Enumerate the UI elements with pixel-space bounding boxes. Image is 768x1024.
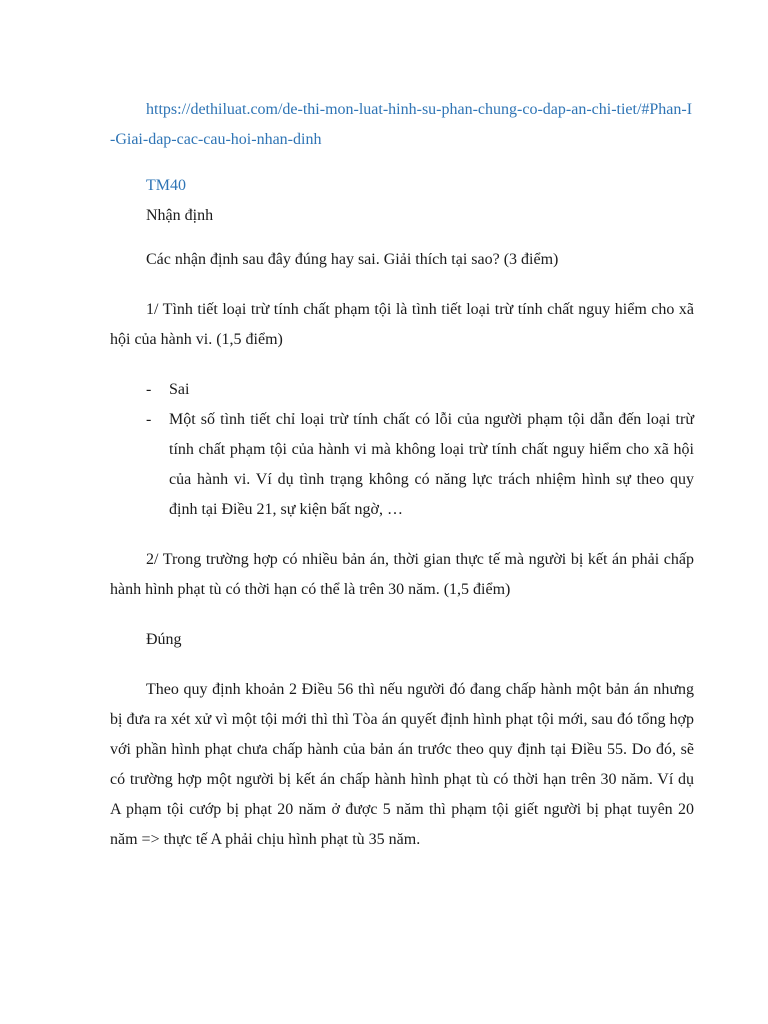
question-2-explanation: Theo quy định khoản 2 Điều 56 thì nếu người đó đang chấp hành một bản án nhưng bị đưa ra xét xử vì một tội mới thì thì Tòa án quyết định hình phạt tội mới, sau đó tổng hợp với phần hình phạt chưa chấp hành của bản án trước theo quy định tại Điều 55. Do đó, sẽ có trường hợp một người bị kết án chấp hành hình phạt tù có thời hạn trên 30 năm. Ví dụ A phạm tội cướp bị phạt 20 năm ở được 5 năm thì phạm tội giết người bị phạt tuyên 20 năm => thực tế A phải chịu hình phạt tù 35 năm. <box>110 681 694 848</box>
answer-verdict: Sai <box>169 381 190 398</box>
list-item <box>110 375 694 405</box>
source-link[interactable]: https://dethiluat.com/de-thi-mon-luat-hinh-su-phan-chung-co-dap-an-chi-tiet/#Phan-I-Giai-dap-cac-cau-hoi-nhan-dinh <box>110 101 693 148</box>
section-title: Nhận định <box>146 207 214 224</box>
bullet-dash: - <box>146 411 152 428</box>
instruction-text: Các nhận định sau đây đúng hay sai. Giải thích tại sao? (3 điểm) <box>146 251 559 268</box>
question-code: TM40 <box>146 177 186 194</box>
question-2: 2/ Trong trường hợp có nhiều bản án, thời gian thực tế mà người bị kết án phải chấp hành hình phạt tù có thời hạn có thể là trên 30 năm. (1,5 điểm) <box>110 551 694 598</box>
question-2-verdict: Đúng <box>146 631 182 648</box>
answer-explanation: Một số tình tiết chỉ loại trừ tính chất có lỗi của người phạm tội dẫn đến loại trừ tính chất phạm tội của hành vi mà không loại trừ tính chất nguy hiểm cho xã hội của hành vi. Ví dụ tình trạng không có năng lực trách nhiệm hình sự theo quy định tại Điều 21, sự kiện bất ngờ, … <box>169 411 694 518</box>
document-page <box>110 95 694 855</box>
bullet-dash: - <box>146 381 152 398</box>
question-1-answer-list <box>110 375 694 525</box>
question-1: 1/ Tình tiết loại trừ tính chất phạm tội là tình tiết loại trừ tính chất nguy hiểm cho xã hội của hành vi. (1,5 điểm) <box>110 301 694 348</box>
list-item <box>110 405 694 525</box>
